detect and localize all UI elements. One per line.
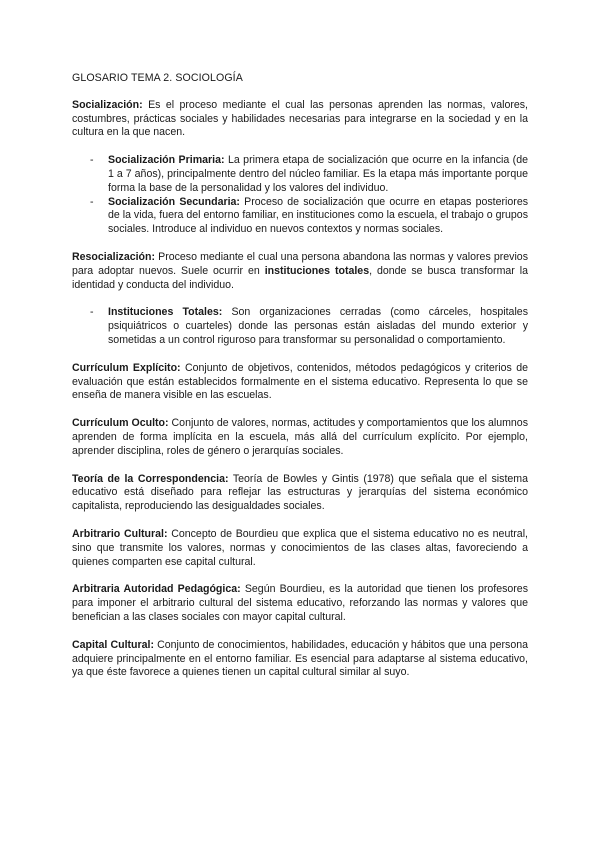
document-title: GLOSARIO TEMA 2. SOCIOLOGÍA <box>72 72 243 84</box>
entry-socializacion-primaria <box>72 154 528 195</box>
term-socializacion-primaria: Socialización Primaria: <box>108 154 225 167</box>
term-curriculum-explicito: Currículum Explícito: <box>72 361 181 374</box>
entry-socializacion <box>72 99 528 140</box>
entry-arbitraria-autoridad-pedagogica <box>72 583 528 624</box>
term-instituciones-totales: Instituciones Totales: <box>108 306 223 319</box>
term-resocializacion: Resocialización: <box>72 250 156 263</box>
inline-term-instituciones-totales: instituciones totales <box>264 264 370 277</box>
entry-instituciones-totales <box>72 306 528 347</box>
definition-curriculum-oculto: Conjunto de valores, normas, actitudes y comportamientos que los alumnos aprenden de forma implícita en la escuela, más allá del currículum explícito. Por ejemplo, aprender disciplina, roles de género o jerarquías sociales. <box>72 417 528 457</box>
entry-curriculum-oculto <box>72 417 528 458</box>
entry-arbitrario-cultural <box>72 528 528 569</box>
list-dash: - <box>90 306 94 319</box>
definition-curriculum-explicito: Conjunto de objetivos, contenidos, métodos pedagógicos y criterios de evaluación que están establecidos formalmente en el sistema educativo. Representa lo que se enseña de manera visible en las escuelas. <box>72 361 528 402</box>
definition-resocializacion-part1: Proceso mediante el cual una persona abandona las normas y valores previos para adoptar nuevos. Suele ocurrir en <box>72 250 528 277</box>
entry-curriculum-explicito <box>72 362 528 403</box>
definition-capital-cultural: Conjunto de conocimientos, habilidades, educación y hábitos que una persona adquiere principalmente en el entorno familiar. Es esencial para adaptarse al sistema educativo, ya que éste favorece a quienes tienen un capital cultural similar al suyo. <box>72 638 529 679</box>
socializacion-subtypes-list <box>72 154 528 237</box>
term-curriculum-oculto: Currículum Oculto: <box>72 417 169 430</box>
definition-socializacion-secundaria: Proceso de socialización que ocurre en etapas posteriores de la vida, fuera del entorno familiar, en instituciones como la escuela, el trabajo o grupos sociales. Introduce al individuo en nuevos contextos y normas sociales. <box>108 195 529 236</box>
resocializacion-subtypes-list <box>72 306 528 347</box>
term-arbitrario-cultural: Arbitrario Cultural: <box>72 527 168 540</box>
term-arbitraria-autoridad-pedagogica: Arbitraria Autoridad Pedagógica: <box>72 583 241 596</box>
definition-arbitrario-cultural: Concepto de Bourdieu que explica que el sistema educativo no es neutral, sino que transmite los valores, normas y conocimientos de las clases altas, favoreciendo a quienes comparten ese capital cultural. <box>72 527 528 568</box>
term-capital-cultural: Capital Cultural: <box>72 638 154 651</box>
entry-capital-cultural <box>72 639 528 680</box>
term-socializacion: Socialización: <box>72 98 143 111</box>
entry-resocializacion <box>72 251 528 292</box>
term-teoria-correspondencia: Teoría de la Correspondencia: <box>72 472 229 485</box>
definition-teoria-correspondencia: Teoría de Bowles y Gintis (1978) que señala que el sistema educativo está diseñado para reflejar las estructuras y jerarquías del sistema económico capitalista, reproduciendo las desigualdades sociales. <box>72 472 529 513</box>
list-dash: - <box>90 154 94 167</box>
entry-socializacion-secundaria <box>72 196 528 237</box>
term-socializacion-secundaria: Socialización Secundaria: <box>108 195 240 208</box>
definition-instituciones-totales: Son organizaciones cerradas (como cárceles, hospitales psiquiátricos o cuarteles) donde las personas están aisladas del mundo exterior y sometidas a un control riguroso para transformar su personalidad o comportamiento. <box>108 306 528 346</box>
definition-resocializacion-part2: , donde se busca transformar la identidad y conducta del individuo. <box>72 264 528 291</box>
definition-arbitraria-autoridad-pedagogica: Según Bourdieu, es la autoridad que tienen los profesores para imponer el arbitrario cultural del sistema educativo, reforzando las normas y valores que benefician a las clases sociales con mayor capital cultural. <box>72 583 528 623</box>
entry-teoria-correspondencia <box>72 473 528 514</box>
definition-socializacion-primaria: La primera etapa de socialización que ocurre en la infancia (de 1 a 7 años), principalmente dentro del núcleo familiar. Es la etapa más importante porque forma la base de la personalidad y los valores del individuo. <box>108 154 528 194</box>
list-dash: - <box>90 195 94 208</box>
definition-socializacion: Es el proceso mediante el cual las personas aprenden las normas, valores, costumbres, prácticas sociales y habilidades necesarias para integrarse en la sociedad y en la cultura en la que nacen. <box>72 98 528 139</box>
